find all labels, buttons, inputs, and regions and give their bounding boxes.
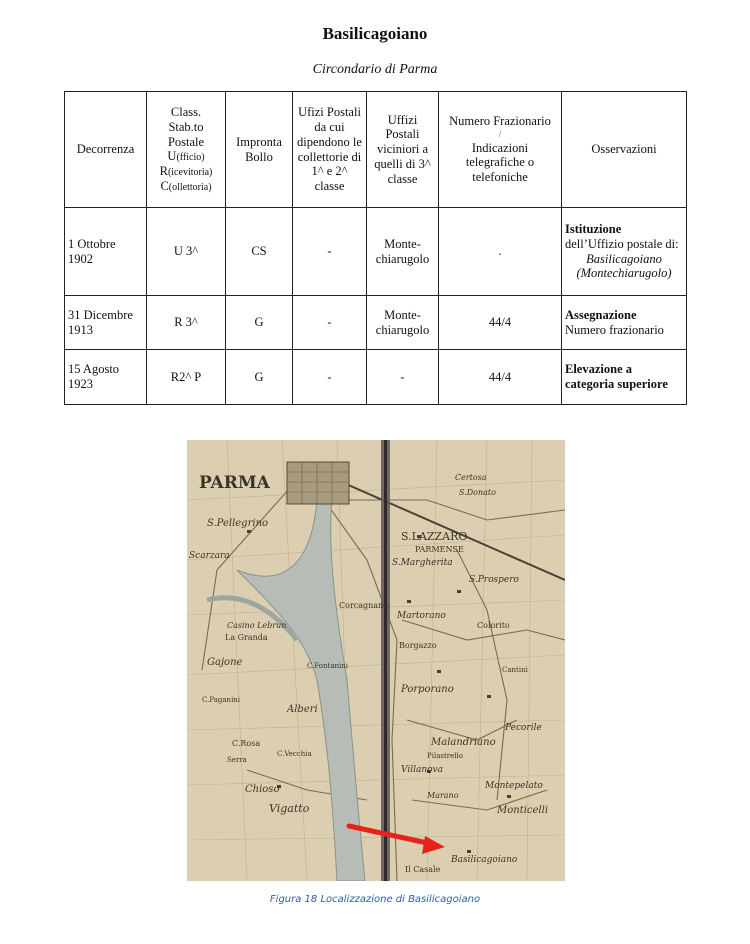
page-subtitle: Circondario di Parma: [312, 62, 438, 77]
cell-ufizi: -: [293, 296, 367, 350]
obs-italic-1: Basilicagoiano: [586, 251, 662, 266]
obs-text: dell’Uffizio postale di:: [565, 236, 679, 251]
map-label-colorito: Colorito: [477, 621, 510, 630]
header-class-line2: Stab.to: [168, 119, 204, 134]
cell-class: U 3^: [147, 208, 226, 296]
header-class-r: R: [159, 164, 168, 179]
table-row: [65, 350, 687, 405]
cell-numero: 44/4: [439, 350, 562, 405]
map-label-borgazzo: Borgazzo: [399, 641, 437, 650]
page-title: Basilicagoiano: [322, 24, 428, 43]
map-label-montepelato: Montepelato: [485, 781, 543, 791]
obs-italic-2: (Montechiarugolo): [576, 266, 672, 281]
obs-text: Numero frazionario: [565, 322, 664, 337]
cell-uffizi: -: [367, 350, 439, 405]
obs-bold: Elevazione a categoria superiore: [565, 362, 668, 391]
map-label-certosa: Certosa: [455, 473, 487, 482]
header-class-ricevitoria: [150, 164, 222, 179]
map-label-paganini: C.Paganini: [202, 696, 241, 704]
cell-osservazioni: [562, 350, 687, 405]
map-label-casale: Il Casale: [405, 865, 441, 874]
map-label-pellegrino: S.Pellegrino: [207, 518, 269, 529]
table-row: [65, 208, 687, 296]
map-label-serra: Serra: [227, 756, 247, 764]
cell-osservazioni: [562, 296, 687, 350]
header-classificazione: [147, 92, 226, 208]
map-label-monticelli: Monticelli: [497, 805, 549, 816]
header-slash: /: [498, 128, 502, 140]
header-ufizi: Ufizi Postali da cui dipendono le collettorie di 1^ e 2^ classe: [293, 92, 367, 208]
header-class-c-small: (ollettoria): [168, 182, 212, 194]
map-label-gajone: Gajone: [207, 657, 243, 668]
map-label-scarzara: Scarzara: [189, 551, 230, 561]
map-label-chioso: Chioso: [245, 784, 280, 795]
header-class-line3: Postale: [167, 134, 205, 149]
header-osservazioni: Osservazioni: [562, 92, 687, 208]
cell-osservazioni: [562, 208, 687, 296]
table-row: [65, 296, 687, 350]
cell-ufizi: -: [293, 350, 367, 405]
cell-class: R2^ P: [147, 350, 226, 405]
map-label-vecchia: C.Vecchia: [277, 750, 312, 758]
header-numero-label: Numero Frazionario: [449, 114, 551, 129]
cell-numero: 44/4: [439, 296, 562, 350]
map-label-margherita: S.Margherita: [392, 558, 453, 568]
cell-class: R 3^: [147, 296, 226, 350]
header-class-c: C: [160, 179, 169, 194]
header-class-u-small: (fficio): [176, 152, 205, 164]
map-label-casino: Casino Lebrun: [227, 621, 287, 630]
cell-bollo: G: [226, 296, 293, 350]
map-label-prospero: S.Prospero: [469, 575, 519, 585]
header-uffizi-viciniori: Uffizi Postali viciniori a quelli di 3^ classe: [367, 92, 439, 208]
map-label-donato: S.Donato: [459, 488, 496, 497]
map-svg: [187, 440, 565, 881]
map-label-rosa: C.Rosa: [232, 739, 261, 748]
cell-decorrenza: 31 Dicembre 1913: [65, 296, 147, 350]
header-numero-frazionario: [439, 92, 562, 208]
map-label-marano: Marano: [427, 791, 459, 800]
map-label-villanova: Villanova: [401, 765, 444, 775]
obs-bold: Istituzione: [565, 222, 622, 236]
map-label-martorano: Martorano: [397, 611, 446, 621]
cell-bollo: CS: [226, 208, 293, 296]
parma-city-block: [287, 462, 349, 504]
map-label-basilicagoiano: Basilicagoiano: [451, 855, 518, 865]
cell-bollo: G: [226, 350, 293, 405]
map-label-pilastrello: Pilastrello: [427, 752, 463, 760]
cell-decorrenza: 15 Agosto 1923: [65, 350, 147, 405]
header-class-line1: Class.: [170, 105, 202, 120]
header-decorrenza: Decorrenza: [65, 92, 147, 208]
cell-uffizi: Monte-chiarugolo: [367, 208, 439, 296]
cell-decorrenza: 1 Ottobre 1902: [65, 208, 147, 296]
map-label-alberi: Alberi: [287, 704, 318, 715]
cell-ufizi: -: [293, 208, 367, 296]
map-label-malandriano: Malandriano: [431, 737, 496, 748]
cell-numero: .: [439, 208, 562, 296]
header-class-ufficio: [150, 149, 222, 164]
map-label-parmense: PARMENSE: [415, 545, 464, 554]
postal-history-table: [64, 91, 687, 405]
map-label-porporano: Porporano: [401, 684, 454, 695]
map-label-vigatto: Vigatto: [269, 802, 310, 815]
header-class-collettoria: [150, 179, 222, 194]
map-label-pecorile: Pecorile: [505, 723, 542, 733]
map-label-granda: La Granda: [225, 633, 268, 642]
header-indicazioni-label: Indicazioni telegrafiche o telefoniche: [465, 140, 535, 185]
figure-caption: Figura 18 Localizzazione di Basilicagoiano: [269, 894, 481, 905]
map-label-parma: PARMA: [199, 473, 270, 493]
historic-map: [187, 440, 565, 881]
map-label-fontanini: C.Fontanini: [307, 662, 349, 670]
obs-bold: Assegnazione: [565, 307, 637, 322]
map-label-cantini: Cantini: [502, 666, 528, 674]
map-label-slazzaro: S.LAZZARO: [401, 530, 468, 543]
cell-uffizi: Monte-chiarugolo: [367, 296, 439, 350]
map-label-corcagnano: Corcagnano: [339, 601, 389, 610]
header-class-r-small: (icevitoria): [167, 167, 213, 179]
header-class-u: U: [167, 149, 177, 164]
table-header-row: [65, 92, 687, 208]
header-impronta-bollo: Impronta Bollo: [226, 92, 293, 208]
